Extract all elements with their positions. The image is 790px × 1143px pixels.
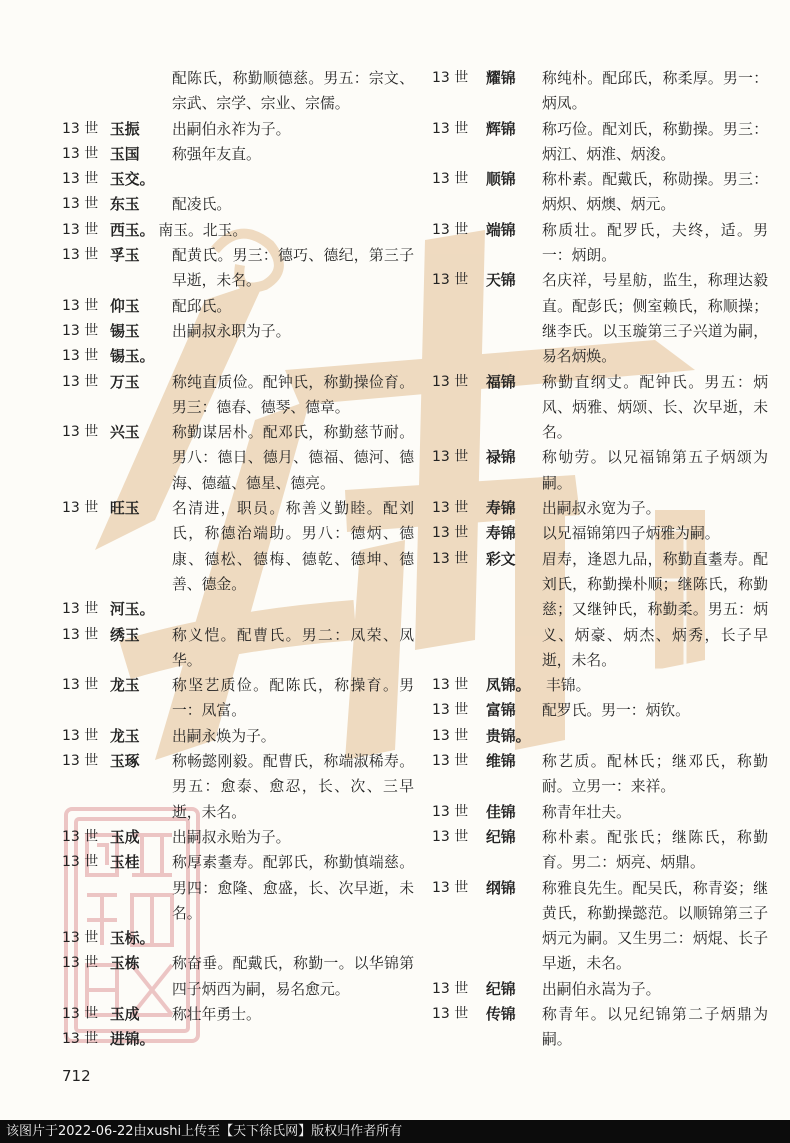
member-name: 玉交。 [110,171,155,189]
member-name: 仰玉 [110,297,140,315]
entry-description: 称畅懿刚毅。配曹氏，称端淑稀寿。男五：愈泰、愈忍，长、次、三早逝，未名。 [172,753,414,821]
member-name: 顺锦 [486,171,516,189]
generation-label: 13 世 [62,221,99,238]
generation-label: 13 世 [62,727,99,744]
member-name: 富锦 [486,702,516,720]
entry-description: 称质壮。配罗氏，夫终，适。男一：炳朗。 [542,221,768,265]
member-name: 纪锦 [486,828,516,846]
entry-description: 出嗣叔永贻为子。 [172,828,291,846]
generation-label: 13 世 [432,1005,469,1022]
entry-description: 眉寿，逢恩九品，称勤直耋寿。配刘氏，称勤操朴顺；继陈氏，称勤慈；又继钟氏，称勤柔。男五：炳义、炳豪、炳杰、炳秀，长子早逝，未名。 [542,550,768,669]
entry-description: 称劬劳。以兄福锦第五子炳颂为嗣。 [542,449,768,492]
entry-description: 配邱氏。 [172,297,232,315]
generation-label: 13 世 [432,272,469,289]
member-name: 寿锦 [486,525,516,543]
generation-label: 13 世 [432,828,469,845]
genealogy-entry [62,749,414,825]
member-name: 纪锦 [486,980,516,998]
member-name: 东玉 [110,196,140,214]
entry-description: 称雅良先生。配吴氏，称青姿；继黄氏，称勤操懿范。以顺锦第三子炳元为嗣。又生男二：炳焜、长子早逝，未名。 [542,879,768,973]
member-name: 兴玉 [110,424,140,442]
genealogy-entry [432,876,768,977]
entry-description: 南玉。北玉。 [158,221,248,239]
entry-description: 名清进，职员。称善义勤睦。配刘氏，称德治端助。男八：德炳、德康、德松、德梅、德乾、德坤、德善、德金。 [172,500,414,593]
entry-description: 出嗣永焕为子。 [172,727,276,745]
entry-description: 称义恺。配曹氏。男二：凤荣、凤华。 [172,626,414,669]
member-name: 玉成 [110,828,140,846]
entry-description: 称纯直质俭。配钟氏，称勤操俭育。男三：德春、德琴、德章。 [172,373,414,416]
genealogy-entry [62,319,414,344]
member-name: 玉国 [110,145,140,163]
member-name: 彩文 [486,550,516,568]
genealogy-entry [432,370,768,446]
generation-label: 13 世 [432,500,469,517]
member-name: 孚玉 [110,247,140,265]
member-name: 贵锦。 [486,727,531,745]
member-name: 耀锦 [486,70,516,87]
upload-copyright-footer: 该图片于2022-06-22由xushi上传至【天下徐氏网】版权归作者所有 [0,1120,790,1143]
member-name: 玉琢 [110,753,140,771]
genealogy-entry [62,370,414,421]
genealogy-entry [62,951,414,1002]
member-name: 西玉。 [110,221,155,239]
entry-description: 配陈氏，称勤顺德慈。男五：宗文、宗武、宗学、宗业、宗儒。 [172,70,414,113]
generation-label: 13 世 [432,221,469,238]
generation-label: 13 世 [62,626,99,643]
genealogy-entry [432,825,768,876]
generation-label: 13 世 [62,145,99,162]
entry-description [172,1027,414,1052]
entry-description: 称壮年勇士。 [172,1005,261,1023]
entry-description: 以兄福锦第四子炳雅为嗣。 [542,525,720,543]
genealogy-entry [432,496,768,521]
genealogy-entry [62,344,414,369]
generation-label: 13 世 [432,525,469,542]
generation-label: 13 世 [62,1005,99,1022]
generation-label: 13 世 [62,753,99,770]
entry-description: 称纯朴。配邱氏，称柔厚。男一：炳凤。 [542,70,768,113]
entry-description: 配罗氏。男一：炳钦。 [542,702,690,720]
genealogy-entry [432,445,768,496]
entry-description: 名庆祥，号星舫，监生，称理达毅直。配彭氏；侧室赖氏，称顺操；继李氏。以玉璇第三子兴道为嗣，易名炳焕。 [542,272,768,366]
genealogy-entry [62,1027,414,1052]
genealogy-entry [432,66,768,117]
entry-description: 出嗣叔永职为子。 [172,322,291,340]
member-name: 传锦 [486,1005,516,1023]
entry-description: 称勤谋居朴。配邓氏，称勤慈节耐。男八：德日、德月、德福、德河、德海、德蕴、德星、德亮。 [172,424,414,492]
generation-label: 13 世 [432,373,469,390]
member-name: 禄锦 [486,449,516,467]
member-name: 绣玉 [110,626,140,644]
genealogy-entry [62,192,414,217]
generation-label: 13 世 [62,828,99,845]
genealogy-entry [62,496,414,597]
member-name: 辉锦 [486,120,516,138]
genealogy-entry [432,698,768,723]
entry-description: 出嗣伯永祚为子。 [172,120,291,138]
entry-description: 丰锦。 [546,677,591,695]
genealogy-entry [62,218,414,243]
genealogy-entry [62,142,414,167]
genealogy-entry [62,926,414,951]
entry-description [172,597,414,622]
entry-description [172,344,414,369]
generation-label: 13 世 [62,297,99,314]
member-name: 纲锦 [486,879,516,897]
member-name: 旺玉 [110,500,140,518]
generation-label: 13 世 [62,677,99,694]
entry-description: 称坚艺质俭。配陈氏，称操育。男一：凤富。 [172,677,414,720]
entry-description: 称奋垂。配戴氏，称勤一。以华锦第四子炳西为嗣，易名愈元。 [172,955,414,998]
member-name: 锡玉。 [110,348,155,366]
generation-label: 13 世 [62,171,99,188]
member-name: 福锦 [486,373,516,391]
genealogy-entry [432,673,768,698]
generation-label: 13 世 [432,70,469,86]
generation-label: 13 世 [432,449,469,466]
generation-label: 13 世 [62,424,99,441]
entry-description: 出嗣伯永嵩为子。 [542,980,661,998]
generation-label: 13 世 [432,171,469,188]
entry-description: 称青年。以兄纪锦第二子炳鼎为嗣。 [542,1005,768,1049]
genealogy-entry [62,243,414,294]
generation-label: 13 世 [432,677,469,694]
generation-label: 13 世 [62,601,99,618]
member-name: 进锦。 [110,1031,155,1049]
genealogy-entry [432,218,768,269]
member-name: 河玉。 [110,601,155,619]
entry-description: 配黄氏。男三：德巧、德纪，第三子早逝，未名。 [172,247,414,290]
generation-label: 13 世 [62,348,99,365]
member-name: 万玉 [110,373,140,391]
member-name: 玉成 [110,1005,140,1023]
genealogy-entry [62,420,414,496]
member-name: 凤锦。 [486,677,531,695]
genealogy-entry [432,800,768,825]
generation-label: 13 世 [432,980,469,997]
member-name: 玉标。 [110,930,155,948]
right-column [432,66,768,1053]
entry-description [542,724,768,749]
generation-label: 13 世 [62,500,99,517]
genealogy-entry [62,117,414,142]
member-name: 天锦 [486,272,516,290]
entry-description [172,926,414,951]
member-name: 玉栋 [110,955,140,973]
genealogy-entry [432,521,768,546]
member-name: 端锦 [486,221,516,239]
entry-description: 出嗣叔永宽为子。 [542,500,661,518]
genealogy-entry [432,268,768,369]
generation-label: 13 世 [62,373,99,390]
genealogy-entry [62,597,414,622]
genealogy-entry [432,167,768,218]
generation-label: 13 世 [62,322,99,339]
entry-description: 称巧俭。配刘氏，称勤操。男三：炳江、炳淮、炳浚。 [542,120,768,163]
generation-label: 13 世 [432,753,469,770]
generation-label: 13 世 [62,196,99,213]
generation-label: 13 世 [62,247,99,264]
member-name: 龙玉 [110,677,140,695]
entry-description: 称青年壮夫。 [542,803,631,821]
generation-label: 13 世 [432,879,469,896]
genealogy-entry [62,1002,414,1027]
member-name: 维锦 [486,753,516,771]
genealogy-entry [62,825,414,850]
genealogy-entry [62,623,414,674]
generation-label: 13 世 [62,854,99,871]
entry-description: 称强年友直。 [172,145,261,163]
generation-label: 13 世 [432,803,469,820]
member-name: 寿锦 [486,500,516,518]
generation-label: 13 世 [432,702,469,719]
entry-description: 配凌氏。 [172,196,232,214]
entry-description: 称艺质。配林氏；继邓氏，称勤耐。立男一：来祥。 [542,753,768,796]
genealogy-entry [62,850,414,926]
entry-description: 称勤直纲丈。配钟氏。男五：炳风、炳雅、炳颂、长、次早逝，未名。 [542,373,768,442]
member-name: 龙玉 [110,727,140,745]
generation-label: 13 世 [432,120,469,137]
genealogy-entry [62,167,414,192]
member-name: 锡玉 [110,322,140,340]
generation-label: 13 世 [62,120,99,137]
genealogy-entry [432,749,768,800]
generation-label: 13 世 [62,955,99,972]
genealogy-entry [62,673,414,724]
generation-label: 13 世 [62,930,99,947]
genealogy-entry [432,1002,768,1053]
generation-label: 13 世 [62,1031,99,1048]
genealogy-entry [432,724,768,749]
generation-label: 13 世 [432,550,469,567]
genealogy-entry [432,117,768,168]
left-column [62,66,414,1053]
genealogy-entry [62,724,414,749]
entry-description [172,167,414,192]
genealogy-entry [62,294,414,319]
entry-continuation [62,66,414,117]
page-number: 712 [62,1067,91,1085]
genealogy-entry [432,977,768,1002]
entry-description: 称厚素耋寿。配郭氏，称勤慎端慈。男四：愈隆、愈盛，长、次早逝，未名。 [172,854,414,922]
genealogy-entry [432,547,768,673]
entry-description: 称朴素。配戴氏，称勋操。男三：炳炽、炳燠、炳元。 [542,171,768,214]
generation-label: 13 世 [432,727,469,744]
member-name: 玉桂 [110,854,140,872]
member-name: 玉振 [110,120,140,138]
entry-description: 称朴素。配张氏；继陈氏，称勤育。男二：炳亮、炳鼎。 [542,828,768,872]
member-name: 佳锦 [486,803,516,821]
